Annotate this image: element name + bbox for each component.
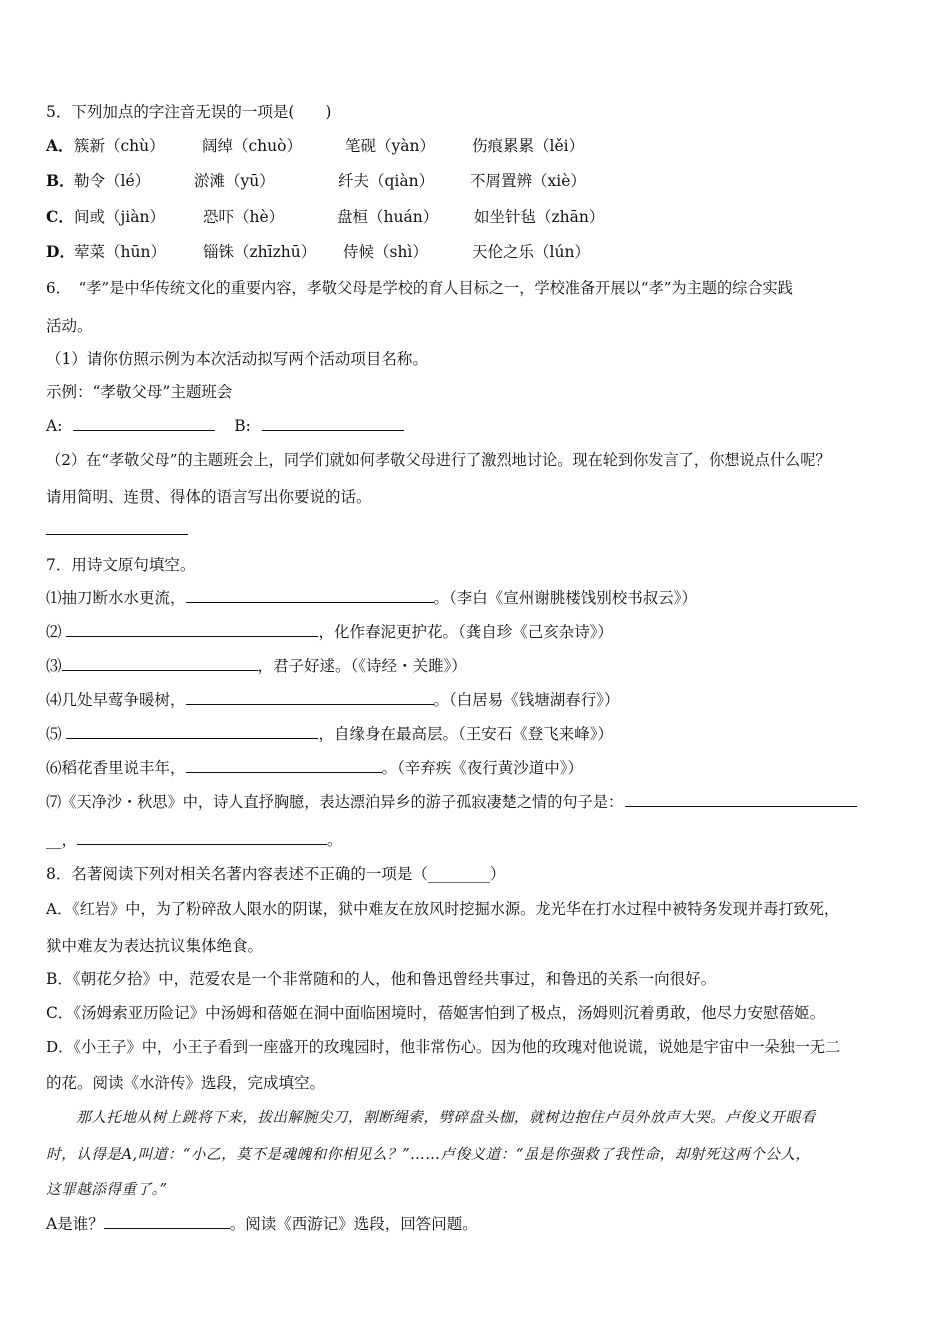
- q8-option-a-line2: 狱中难友为表达抗议集体绝食。: [46, 937, 264, 955]
- q7-line-4: [46, 690, 620, 710]
- q7-l6-blank[interactable]: [186, 758, 382, 773]
- q7-l7b-blank[interactable]: [77, 830, 327, 845]
- q6-answer-blank-line: [46, 520, 188, 540]
- q8-passage-line3: 这罪越添得重了。”: [46, 1181, 168, 1198]
- q8-question-line: [46, 1214, 478, 1234]
- q5-option-item: 如坐针毡（zhān）: [474, 208, 605, 226]
- q6-sub2-line2: 请用简明、连贯、得体的语言写出你要说的话。: [46, 488, 372, 506]
- q7-l4-pre: ⑷几处早莺争暖树，: [46, 691, 186, 709]
- q6-answer-line: [46, 416, 404, 436]
- q7-l5-blank[interactable]: [66, 724, 318, 739]
- q7-line-1: [46, 588, 697, 608]
- q7-l1-pre: ⑴抽刀断水水更流，: [46, 589, 186, 607]
- q7-line-3: [46, 656, 467, 676]
- q7-l5-pre: ⑸: [46, 725, 67, 743]
- q8-passage-line2: 时，认得是A,叫道：“小乙，莫不是魂魄和你相见么？”……卢俊义道：“虽是你强救了我性命，却射死这两个公人，: [46, 1146, 811, 1163]
- q7-l4-post: 。（白居易《钱塘湖春行》）: [433, 691, 620, 709]
- q7-line-5: [46, 724, 613, 744]
- q5-option-item: 伤痕累累（lěi）: [472, 137, 585, 155]
- q7-line-2: [46, 622, 613, 642]
- q6-b-label: B:: [234, 417, 251, 435]
- q7-l7-blank[interactable]: [625, 792, 857, 807]
- q5-option-label: C．: [46, 207, 74, 226]
- q8-option-c: C．《汤姆索亚历险记》中汤姆和蓓姬在洞中面临困境时，蓓姬害怕到了极点，汤姆则沉着勇敢，他尽力安慰蓓姬。: [46, 1004, 826, 1022]
- q6-stem-line2: 活动。: [46, 317, 93, 335]
- q7-l2-post: ，化作春泥更护花。（龚自珍《己亥杂诗》）: [318, 623, 613, 641]
- q5-option-item: 淤滩（yū）: [194, 172, 275, 190]
- q7-line-7b: [46, 830, 343, 850]
- q7-l6-pre: ⑹稻花香里说丰年，: [46, 759, 186, 777]
- q8-ask-pre: A是谁？: [46, 1215, 104, 1233]
- q7-l2-blank[interactable]: [66, 622, 318, 637]
- q8-stem: 8．名著阅读下列对相关名著内容表述不正确的一项是（________）: [46, 865, 506, 883]
- q7-l7-text: ⑺《天净沙・秋思》中，诗人直抒胸臆，表达漂泊异乡的游子孤寂凄楚之情的句子是：: [46, 793, 624, 811]
- q8-option-b: B．《朝花夕拾》中，范爱农是一个非常随和的人，他和鲁迅曾经共事过，和鲁迅的关系一向很好。: [46, 970, 717, 988]
- q6-a-blank[interactable]: [73, 416, 215, 431]
- q6-sub1: （1）请你仿照示例为本次活动拟写两个活动项目名称。: [46, 350, 428, 368]
- q7-l7b-post: 。: [327, 831, 343, 849]
- q7-l4-blank[interactable]: [186, 690, 434, 705]
- q5-option-item: 天伦之乐（lún）: [472, 243, 590, 261]
- q6-example: 示例：“孝敬父母”主题班会: [46, 383, 233, 401]
- q5-option-item: 勒令（lé）: [74, 172, 151, 190]
- q6-b-blank[interactable]: [262, 416, 404, 431]
- q6-sub2-line1: （2）在“孝敬父母”的主题班会上，同学们就如何孝敬父母进行了激烈地讨论。现在轮到你发言了，你想说点什么呢？: [46, 451, 831, 469]
- q7-line-7: [46, 792, 857, 812]
- q7-l6-post: 。（辛弃疾《夜行黄沙道中》）: [381, 759, 584, 777]
- q5-option-item: 荤菜（hūn）: [74, 243, 166, 261]
- q7-line-6: [46, 758, 583, 778]
- q8-option-d-line2: 的花。阅读《水浒传》选段，完成填空。: [46, 1074, 326, 1092]
- q6-a-label: A:: [46, 417, 63, 435]
- q6-speech-blank[interactable]: [46, 520, 188, 535]
- q5-option-item: 锱铢（zhīzhū）: [203, 243, 317, 261]
- q5-option-item: 间或（jiàn）: [74, 208, 165, 226]
- q5-option-item: 盘桓（huán）: [337, 208, 439, 226]
- q5-option-label: A．: [46, 136, 74, 155]
- q7-l1-blank[interactable]: [186, 588, 434, 603]
- q7-l3-pre: ⑶: [46, 657, 62, 675]
- q7-stem: 7．用诗文原句填空。: [46, 556, 196, 574]
- q8-option-d-line1: D．《小王子》中，小王子看到一座盛开的玫瑰园时，他非常伤心。因为他的玫瑰对他说谎，说她是宇宙中一朵独一无二: [46, 1038, 841, 1056]
- q7-l1-post: 。（李白《宣州谢朓楼饯别校书叔云》）: [433, 589, 698, 607]
- q5-option-item: 恐吓（hè）: [203, 208, 285, 226]
- q7-l2-pre: ⑵: [46, 623, 67, 641]
- q5-stem: 5．下列加点的字注音无误的一项是( ): [46, 103, 332, 121]
- q8-option-a-line1: A．《红岩》中，为了粉碎敌人限水的阴谋，狱中难友在放风时挖掘水源。龙光华在打水过程中被特务发现并毒打致死，: [46, 900, 840, 918]
- q6-stem-line1: 6． “孝”是中华传统文化的重要内容，孝敬父母是学校的育人目标之一，学校准备开展以“孝”为主题的综合实践: [46, 279, 793, 297]
- q5-option-item: 笔砚（yàn）: [345, 137, 435, 155]
- q7-l7b-pre: __，: [46, 831, 78, 849]
- q8-ask-blank[interactable]: [104, 1214, 230, 1229]
- q7-l3-post: ，君子好逑。（《诗经・关雎》）: [257, 657, 467, 675]
- q7-l3-blank[interactable]: [62, 656, 258, 671]
- q5-option-item: 侍候（shì）: [343, 243, 428, 261]
- q5-option-item: 纤夫（qiàn）: [338, 172, 435, 190]
- q8-passage-line1: 那人托地从树上跳将下来，拔出解腕尖刀，割断绳索，劈碎盘头枷，就树边抱住卢员外放声大哭。卢俊义开眼看: [46, 1109, 816, 1126]
- q5-option-label: B．: [46, 171, 75, 190]
- q7-l5-post: ，自缘身在最高层。（王安石《登飞来峰》）: [318, 725, 613, 743]
- q8-ask-post: 。阅读《西游记》选段，回答问题。: [229, 1215, 478, 1233]
- q5-option-label: D．: [46, 242, 75, 261]
- q5-option-item: 不屑置辨（xiè）: [470, 172, 586, 190]
- q5-option-item: 簇新（chù）: [74, 137, 165, 155]
- q5-option-item: 阔绰（chuò）: [202, 137, 302, 155]
